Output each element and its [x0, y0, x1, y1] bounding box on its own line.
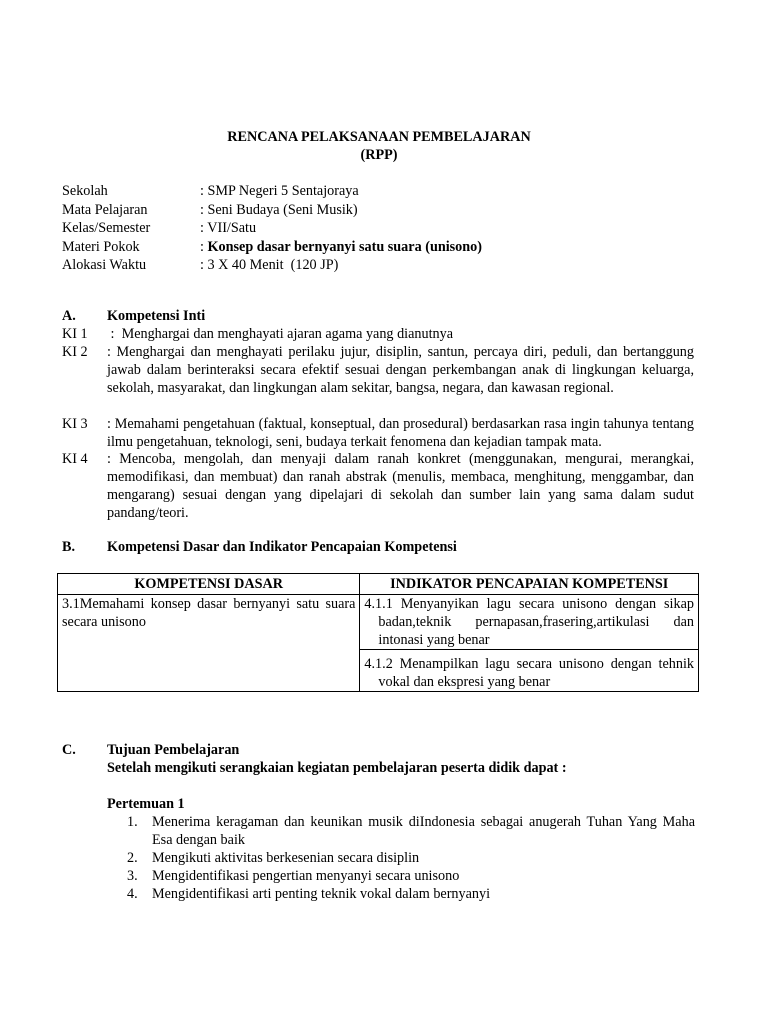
section-c-subheading: Setelah mengikuti serangkaian kegiatan pembelajaran peserta didik dapat : [107, 760, 567, 776]
indicator-text: 4.1.1 Menyanyikan lagu secara unisono dengan sikap badan,teknik pernapasan,frasering,artikulasi dan intonasi yang benar [364, 596, 694, 648]
list-number: 4. [127, 886, 138, 902]
identity-value: : Seni Budaya (Seni Musik) [200, 201, 358, 218]
identity-value: : 3 X 40 Menit (120 JP) [200, 257, 339, 273]
list-item [107, 849, 695, 867]
identity-label: Kelas/Semester [62, 220, 151, 236]
list-item [107, 885, 695, 903]
identity-label: Sekolah [62, 183, 108, 199]
table-cell-indicator [360, 595, 699, 650]
section-b-letter: B. [62, 539, 76, 555]
ki-code: KI 4 [62, 451, 88, 467]
ki-text: : Memahami pengetahuan (faktual, konseptual, dan prosedural) berdasarkan rasa ingin tahunya tentang ilmu pengetahuan, teknologi, seni, budaya terkait fenomena dan kejadian tampak mata. [107, 416, 694, 450]
section-c-heading: Tujuan Pembelajaran [107, 742, 240, 758]
ki-item [62, 415, 694, 451]
table-header-kd: KOMPETENSI DASAR [58, 574, 360, 595]
identity-value: : SMP Negeri 5 Sentajoraya [200, 183, 359, 199]
ki-item [62, 343, 694, 397]
section-c-letter: C. [62, 742, 76, 758]
list-text: Mengikuti aktivitas berkesenian secara disiplin [152, 850, 420, 866]
document-subtitle: (RPP) [360, 147, 398, 163]
list-number: 2. [127, 850, 138, 866]
section-a-letter: A. [62, 308, 76, 324]
ki-code: KI 3 [62, 416, 88, 432]
identity-label: Materi Pokok [62, 238, 140, 255]
identity-row [62, 182, 482, 201]
ki-text: : Menghargai dan menghayati ajaran agama yang dianutnya [107, 326, 454, 342]
identity-row [62, 256, 482, 275]
list-item [107, 867, 695, 885]
table-row [58, 595, 699, 650]
identity-value: : VII/Satu [200, 220, 257, 236]
list-text: Mengidentifikasi pengertian menyanyi secara unisono [152, 868, 460, 884]
ki-text: : Menghargai dan menghayati perilaku jujur, disiplin, santun, percaya diri, peduli, dan bertanggung jawab dalam berinteraksi secara efektif sesuai dengan perkembangan anak di lingkungan keluarga, sekolah, masyarakat, dan lingkungan alam sekitar, bangsa, negara, dan kawasan regional. [107, 344, 694, 396]
list-text: Mengidentifikasi arti penting teknik vokal dalam bernyanyi [152, 886, 491, 902]
identity-row [62, 219, 482, 238]
identity-block [62, 182, 482, 275]
table-cell-kd: 3.1Memahami konsep dasar bernyanyi satu suara secara unisono [58, 595, 360, 692]
identity-value-prefix: : [200, 238, 208, 255]
section-a-heading: Kompetensi Inti [107, 308, 206, 324]
indicator-text: 4.1.2 Menampilkan lagu secara unisono dengan tehnik vokal dan ekspresi yang benar [364, 656, 694, 690]
list-text: Menerima keragaman dan keunikan musik diIndonesia sebagai anugerah Tuhan Yang Maha Esa dengan baik [152, 814, 695, 848]
document-title: RENCANA PELAKSANAAN PEMBELAJARAN [227, 129, 531, 145]
list-number: 3. [127, 868, 138, 884]
identity-label: Mata Pelajaran [62, 201, 148, 218]
table-header-row [58, 574, 699, 595]
ki-item [62, 325, 694, 343]
ki-code: KI 1 [62, 326, 88, 342]
identity-row [62, 201, 482, 220]
ki-code: KI 2 [62, 344, 88, 360]
list-number: 1. [127, 814, 138, 830]
identity-value: Konsep dasar bernyanyi satu suara (unisono) [207, 238, 482, 255]
section-b-heading: Kompetensi Dasar dan Indikator Pencapaian Kompetensi [107, 539, 457, 555]
identity-label: Alokasi Waktu [62, 257, 147, 273]
ki-item [62, 450, 694, 522]
meeting-heading: Pertemuan 1 [107, 796, 185, 812]
ki-text: : Mencoba, mengolah, dan menyaji dalam ranah konkret (menggunakan, mengurai, merangkai, memodifikasi, dan membuat) dan ranah abstrak (menulis, membaca, menghitung, menggambar, dan mengarang) sesuai dengan yang dipelajari di sekolah dan sumber lain yang sama dalam sudut pandang/teori. [107, 451, 694, 521]
list-item [107, 813, 695, 849]
competency-table [57, 573, 699, 692]
table-cell-indicator [360, 650, 699, 692]
table-header-indicator: INDIKATOR PENCAPAIAN KOMPETENSI [360, 574, 699, 595]
identity-row [62, 238, 482, 257]
